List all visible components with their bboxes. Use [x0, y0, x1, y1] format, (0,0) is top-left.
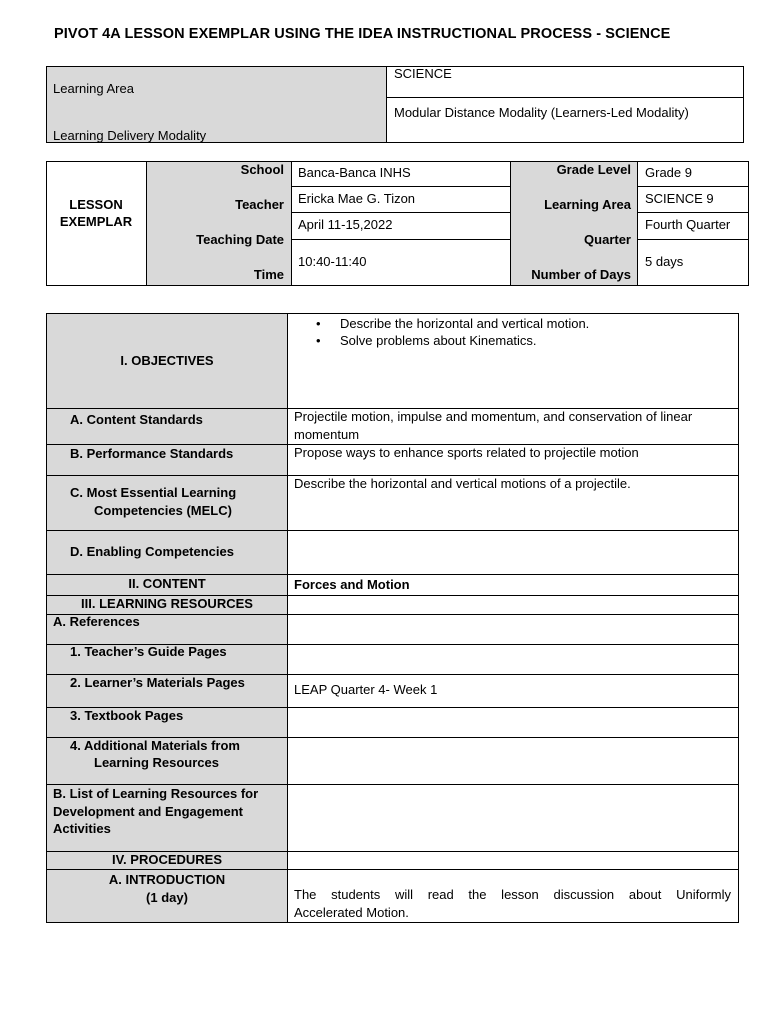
- lesson-label: LESSON: [69, 197, 123, 212]
- grade-level-label: Grade Level: [556, 162, 631, 177]
- number-of-days-value: 5 days: [645, 254, 684, 269]
- learners-materials-label: 2. Learner’s Materials Pages: [70, 675, 245, 690]
- performance-standards-value: Propose ways to enhance sports related to projectile motion: [294, 445, 639, 460]
- additional-materials-label-line2: Learning Resources: [94, 755, 219, 770]
- content-label: II. CONTENT: [128, 576, 206, 591]
- info-learning-area-label: Learning Area: [544, 197, 631, 212]
- teacher-label: Teacher: [235, 197, 284, 212]
- quarter-label: Quarter: [584, 232, 631, 247]
- delivery-modality-label: Learning Delivery Modality: [53, 128, 207, 143]
- enabling-competencies-label: D. Enabling Competencies: [70, 544, 234, 559]
- list-resources-label-line3: Activities: [53, 821, 111, 836]
- melc-label-line2: Competencies (MELC): [94, 503, 232, 518]
- introduction-value-line1: The students will read the lesson discussion about Uniformly: [294, 887, 731, 902]
- teaching-date-value: April 11-15,2022: [298, 217, 393, 232]
- introduction-duration: (1 day): [146, 890, 188, 905]
- objective-item: • Describe the horizontal and vertical motion.: [340, 315, 589, 332]
- content-standards-line1: Projectile motion, impulse and momentum, and conservation of linear: [294, 409, 693, 424]
- content-value: Forces and Motion: [294, 577, 410, 592]
- list-resources-label-line2: Development and Engagement: [53, 804, 243, 819]
- learning-area-label: Learning Area: [53, 81, 134, 96]
- grade-level-value: Grade 9: [645, 165, 692, 180]
- objectives-label: I. OBJECTIVES: [120, 353, 214, 368]
- melc-label-line1: C. Most Essential Learning: [70, 485, 237, 500]
- learners-materials-value: LEAP Quarter 4- Week 1: [294, 682, 438, 697]
- melc-value: Describe the horizontal and vertical motions of a projectile.: [294, 476, 631, 491]
- learning-resources-label: III. LEARNING RESOURCES: [81, 596, 253, 611]
- learning-area-value: SCIENCE: [394, 66, 452, 81]
- additional-materials-label-line1: 4. Additional Materials from: [70, 738, 240, 753]
- content-standards-label: A. Content Standards: [70, 412, 203, 427]
- teacher-value: Ericka Mae G. Tizon: [298, 191, 416, 206]
- document-title: PIVOT 4A LESSON EXEMPLAR USING THE IDEA INSTRUCTIONAL PROCESS - SCIENCE: [54, 26, 671, 42]
- performance-standards-label: B. Performance Standards: [70, 446, 234, 461]
- info-learning-area-value: SCIENCE 9: [645, 191, 714, 206]
- teaching-date-label: Teaching Date: [196, 232, 284, 247]
- textbook-pages-label: 3. Textbook Pages: [70, 708, 184, 723]
- procedures-label: IV. PROCEDURES: [111, 852, 223, 867]
- time-label: Time: [253, 267, 284, 282]
- delivery-modality-value: Modular Distance Modality (Learners-Led Modality): [394, 105, 689, 120]
- introduction-label: A. INTRODUCTION: [108, 872, 226, 887]
- content-standards-line2: momentum: [294, 427, 360, 442]
- introduction-value-line2: Accelerated Motion.: [294, 905, 409, 920]
- school-value: Banca-Banca INHS: [298, 165, 411, 180]
- number-of-days-label: Number of Days: [531, 267, 631, 282]
- objective-item: • Solve problems about Kinematics.: [340, 332, 537, 349]
- quarter-value: Fourth Quarter: [645, 217, 731, 232]
- school-label: School: [240, 162, 284, 177]
- list-resources-label-line1: B. List of Learning Resources for: [53, 786, 259, 801]
- exemplar-label: EXEMPLAR: [59, 214, 133, 229]
- teachers-guide-label: 1. Teacher’s Guide Pages: [70, 644, 227, 659]
- time-value: 10:40-11:40: [298, 254, 367, 269]
- references-label: A. References: [53, 614, 140, 629]
